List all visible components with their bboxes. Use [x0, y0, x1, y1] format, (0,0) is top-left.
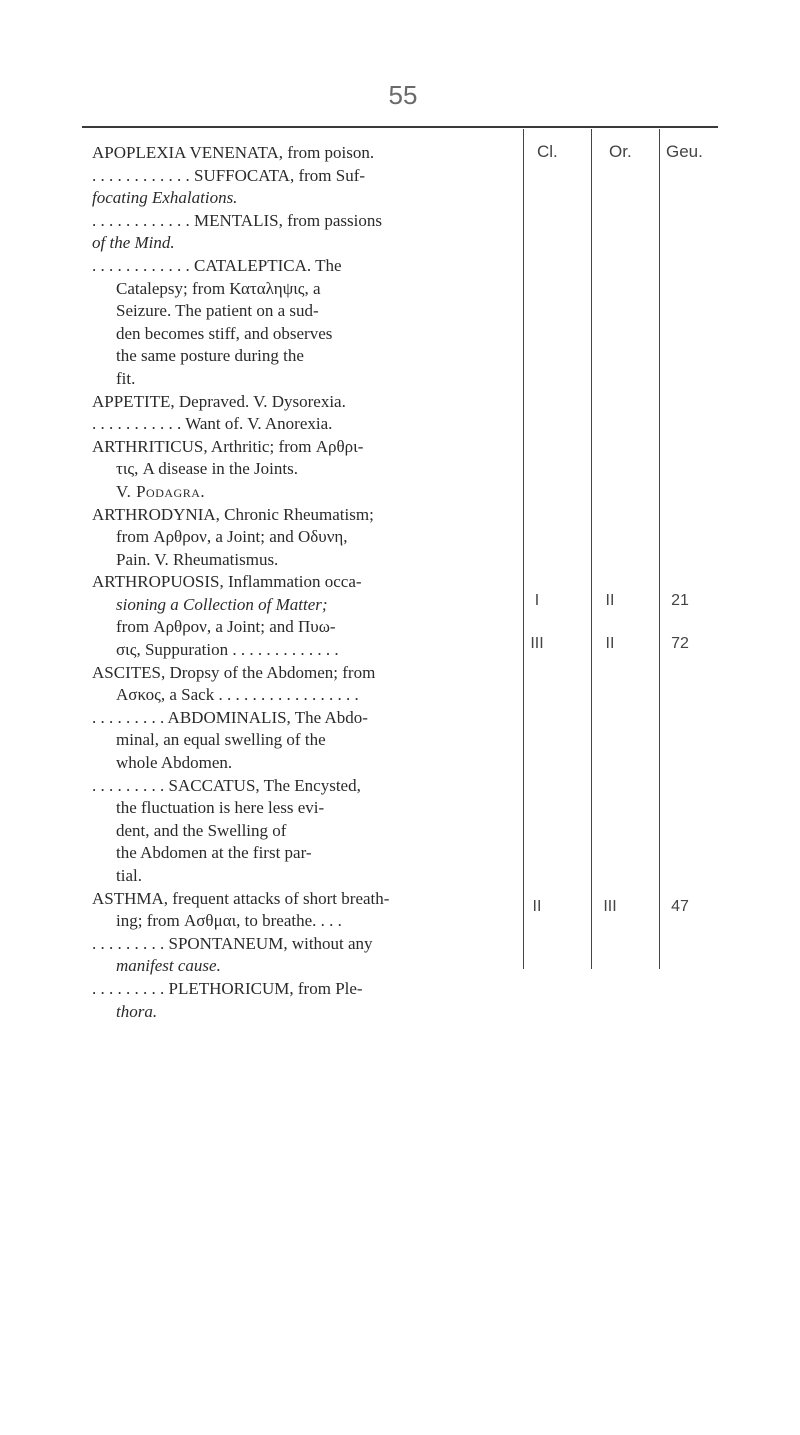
entry-line: Catalepsy; from Καταληψις, a — [116, 278, 321, 298]
entry-line: APPETITE, Depraved. V. Dysorexia. — [92, 391, 346, 411]
entry-line: . . . . . . . . . . . Want of. V. Anorexia. — [92, 414, 333, 434]
order-cell-arthropuosis: II — [605, 592, 615, 609]
entry-line: the Abdomen at the first par- — [116, 843, 312, 863]
order-cell-asthma: III — [603, 898, 617, 915]
entry-line: ASTHMA, frequent attacks of short breath- — [92, 888, 390, 908]
class-cell-ascites: III — [530, 635, 544, 652]
entry-line: ASCITES, Dropsy of the Abdomen; from — [92, 662, 376, 682]
genus-cell-ascites: 72 — [671, 635, 689, 652]
entry-line: thora. — [116, 1001, 158, 1021]
entry-line: Pain. V. Rheumatismus. — [116, 549, 279, 569]
entry-line: . . . . . . . . . . . . SUFFOCATA, from Suf- — [92, 165, 366, 185]
entry-line: . . . . . . . . . SPONTANEUM, without any — [92, 933, 373, 953]
entry-line: . . . . . . . . . PLETHORICUM, from Ple- — [92, 978, 363, 998]
entry-line: of the Mind. — [92, 233, 175, 253]
entry-line: sioning a Collection of Matter; — [116, 594, 328, 614]
entry-line: dent, and the Swelling of — [116, 820, 287, 840]
entry-line: the same posture during the — [116, 346, 304, 366]
column-divider-or — [591, 129, 592, 969]
class-cell-arthropuosis: I — [534, 592, 540, 609]
genus-cell-asthma: 47 — [671, 898, 689, 915]
column-divider-cl — [523, 129, 524, 969]
top-rule — [82, 126, 718, 128]
entry-line: . . . . . . . . . . . . CATALEPTICA. The — [92, 255, 342, 275]
entry-line: focating Exhalations. — [92, 188, 238, 208]
entry-line: ARTHRITICUS, Arthritic; from Αρθρι- — [92, 436, 364, 456]
entry-line: . . . . . . . . . ABDOMINALIS, The Abdo- — [92, 707, 368, 727]
order-cell-ascites: II — [605, 635, 615, 652]
genus-cell-arthropuosis: 21 — [671, 592, 689, 609]
entry-line: den becomes stiff, and observes — [116, 323, 333, 343]
entry-line: minal, an equal swelling of the — [116, 730, 326, 750]
entry-line: APOPLEXIA VENENATA, from poison. — [92, 143, 375, 162]
entry-line: . . . . . . . . . . . . MENTALIS, from passions — [92, 210, 382, 230]
column-header-class: Cl. — [537, 142, 558, 161]
entry-line: manifest cause. — [116, 956, 221, 976]
entry-line: . . . . . . . . . SACCATUS, The Encysted, — [92, 775, 361, 795]
entry-line: the fluctuation is here less evi- — [116, 798, 325, 818]
entry-line: Ασκος, a Sack . . . . . . . . . . . . . . . . . — [116, 685, 359, 705]
entry-line: from Αρθρον, a Joint; and Πυω- — [116, 617, 336, 637]
column-header-genus: Geu. — [666, 142, 703, 161]
entry-line: ARTHROPUOSIS, Inflammation occa- — [92, 572, 362, 592]
column-header-order: Or. — [609, 142, 632, 161]
entry-line: σις, Suppuration . . . . . . . . . . . . . — [116, 640, 339, 660]
entry-line: ARTHRODYNIA, Chronic Rheumatism; — [92, 504, 374, 524]
entry-line: τις, A disease in the Joints. — [116, 459, 298, 479]
class-cell-asthma: II — [532, 898, 542, 915]
page-number: 55 — [388, 80, 418, 110]
entry-list — [92, 142, 514, 1023]
entry-line: ing; from Ασθμαι, to breathe. . . . — [116, 911, 342, 931]
entry-line: fit. — [116, 368, 136, 388]
entry-line: whole Abdomen. — [116, 753, 233, 773]
column-divider-gen — [659, 129, 660, 969]
entry-line: from Αρθρον, a Joint; and Οδυνη, — [116, 527, 348, 547]
entry-line: Seizure. The patient on a sud- — [116, 301, 319, 321]
entry-line: V. Podagra. — [116, 481, 206, 501]
entry-line: tial. — [116, 866, 142, 885]
